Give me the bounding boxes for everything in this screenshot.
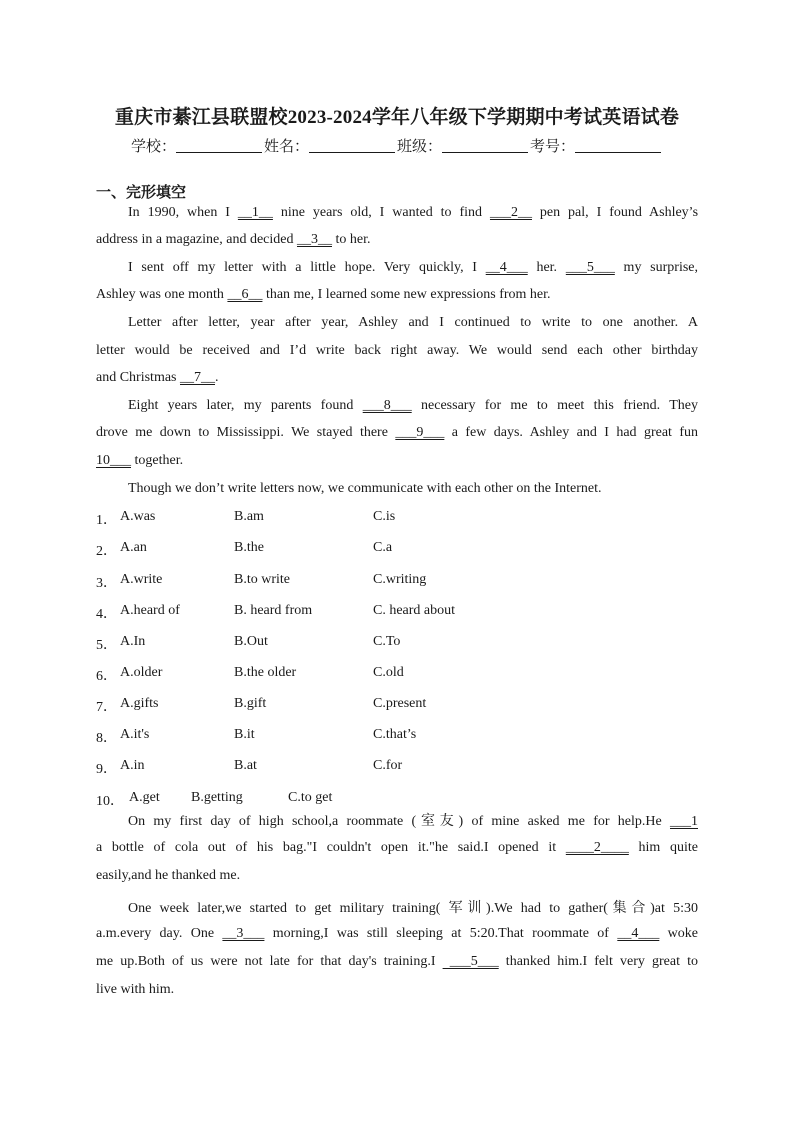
option-c: C. heard about	[373, 603, 456, 618]
passage-line: drove me down to Mississippi. We stayed there ___9___ a few days. Ashley and I had great fun	[96, 425, 698, 440]
blank: ___5___	[565, 260, 615, 275]
passage-line: Though we don’t write letters now, we communicate with each other on the Internet.	[128, 481, 602, 496]
option-row: 8． A.it's B.it C.that’s	[96, 727, 417, 746]
option-row: 2． A.an B.the C.a	[96, 540, 393, 559]
school-label: 学校：	[130, 139, 176, 155]
school-blank[interactable]	[176, 138, 262, 153]
option-c: C.for	[373, 758, 403, 773]
option-a: A.in	[120, 758, 145, 773]
option-row: 3． A.write B.to write C.writing	[96, 572, 427, 591]
blank: __7__	[180, 370, 215, 385]
option-b: B.at	[234, 758, 257, 773]
passage-line: In 1990, when I __1__ nine years old, I wanted to find ___2__ pen pal, I found Ashley’s	[128, 205, 699, 220]
number-blank[interactable]	[575, 138, 661, 153]
passage-line: I sent off my letter with a little hope. Very quickly, I __4___ her. ___5___ my surprise,	[128, 260, 699, 275]
passage-line: Letter after letter, year after year, Ashley and I continued to write to one another. A	[128, 315, 698, 330]
option-b: B.gift	[234, 696, 267, 711]
blank: __3__	[296, 232, 332, 247]
blank: __4___	[617, 926, 660, 941]
option-c: C.is	[373, 509, 396, 524]
option-b: B.to write	[234, 572, 290, 587]
option-b: B.am	[234, 509, 264, 524]
passage-line: letter would be received and I’d write back right away. We would send each other birthday	[96, 343, 698, 358]
class-label: 班级：	[397, 139, 443, 155]
option-b: B.the	[234, 540, 264, 555]
option-a: A.was	[120, 509, 156, 524]
blank: ___1	[670, 814, 698, 829]
option-a: A.gifts	[120, 696, 159, 711]
option-b: B. heard from	[234, 603, 313, 618]
option-b: B.the older	[234, 665, 297, 680]
blank: ____2____	[565, 840, 629, 855]
passage-line: Eight years later, my parents found ___8___ necessary for me to meet this friend. They	[128, 398, 698, 413]
option-a: A.an	[120, 540, 147, 555]
option-c: C.To	[373, 634, 401, 649]
blank: ___8___	[362, 398, 412, 413]
option-b: B.getting	[191, 790, 243, 805]
passage-line: and Christmas __7__.	[96, 370, 219, 385]
option-c: C.present	[373, 696, 427, 711]
exam-title: 重庆市綦江县联盟校2023-2024学年八年级下学期期中考试英语试卷	[114, 107, 680, 128]
option-row: 10． A.get B.getting C.to get	[96, 790, 333, 809]
name-label: 姓名：	[263, 139, 309, 155]
blank: 10___	[96, 453, 131, 468]
option-a: A.it's	[120, 727, 150, 742]
passage-line: Ashley was one month __6__ than me, I learned some new expressions from her.	[96, 287, 551, 302]
option-c: C.old	[373, 665, 404, 680]
option-a: A.In	[120, 634, 146, 649]
option-c: C.to get	[288, 790, 333, 805]
passage-line: One week later,we started to get military training( 军训).We had to gather(集合)at 5:30	[128, 901, 698, 916]
option-row: 7． A.gifts B.gift C.present	[96, 696, 427, 715]
option-b: B.Out	[234, 634, 268, 649]
student-info-line	[96, 135, 698, 156]
option-row: 9． A.in B.at C.for	[96, 758, 403, 777]
blank: ___2__	[489, 205, 532, 220]
passage-line: a.m.every day. One __3___ morning,I was still sleeping at 5:20.That roommate of __4___ woke	[96, 926, 699, 941]
option-c: C.a	[373, 540, 393, 555]
passage-line: live with him.	[96, 982, 175, 997]
blank: ___5___	[442, 954, 499, 969]
passage-line: a bottle of cola out of his bag."I couldn't open it."he said.I opened it ____2____ him quite	[96, 840, 698, 855]
blank: __1__	[237, 205, 273, 220]
option-row: 1． A.was B.am C.is	[96, 509, 396, 528]
option-row: 4． A.heard of B. heard from C. heard about	[96, 603, 456, 622]
passage-line: 10___ together.	[96, 453, 184, 468]
option-a: A.write	[120, 572, 163, 587]
section-heading: 一、完形填空	[96, 183, 187, 201]
option-row: 6． A.older B.the older C.old	[96, 665, 404, 684]
blank: __4___	[485, 260, 528, 275]
blank: __3___	[222, 926, 265, 941]
blank: __6__	[227, 287, 263, 302]
option-a: A.older	[120, 665, 163, 680]
option-c: C.that’s	[373, 727, 417, 742]
passage-line: address in a magazine, and decided __3__ to her.	[96, 232, 371, 247]
passage-line: easily,and he thanked me.	[96, 868, 241, 883]
name-blank[interactable]	[309, 138, 395, 153]
blank: ___9___	[395, 425, 445, 440]
passage-line: On my first day of high school,a roommate (室友) of mine asked me for help.He ___1	[128, 814, 698, 829]
option-row: 5． A.In B.Out C.To	[96, 634, 401, 653]
option-c: C.writing	[373, 572, 427, 587]
option-a: A.get	[129, 790, 160, 805]
passage-line: me up.Both of us were not late for that day's training.I ___5___ thanked him.I felt very great to	[96, 954, 698, 969]
option-b: B.it	[234, 727, 255, 742]
number-label: 考号：	[530, 139, 576, 155]
option-a: A.heard of	[120, 603, 180, 618]
class-blank[interactable]	[442, 138, 528, 153]
